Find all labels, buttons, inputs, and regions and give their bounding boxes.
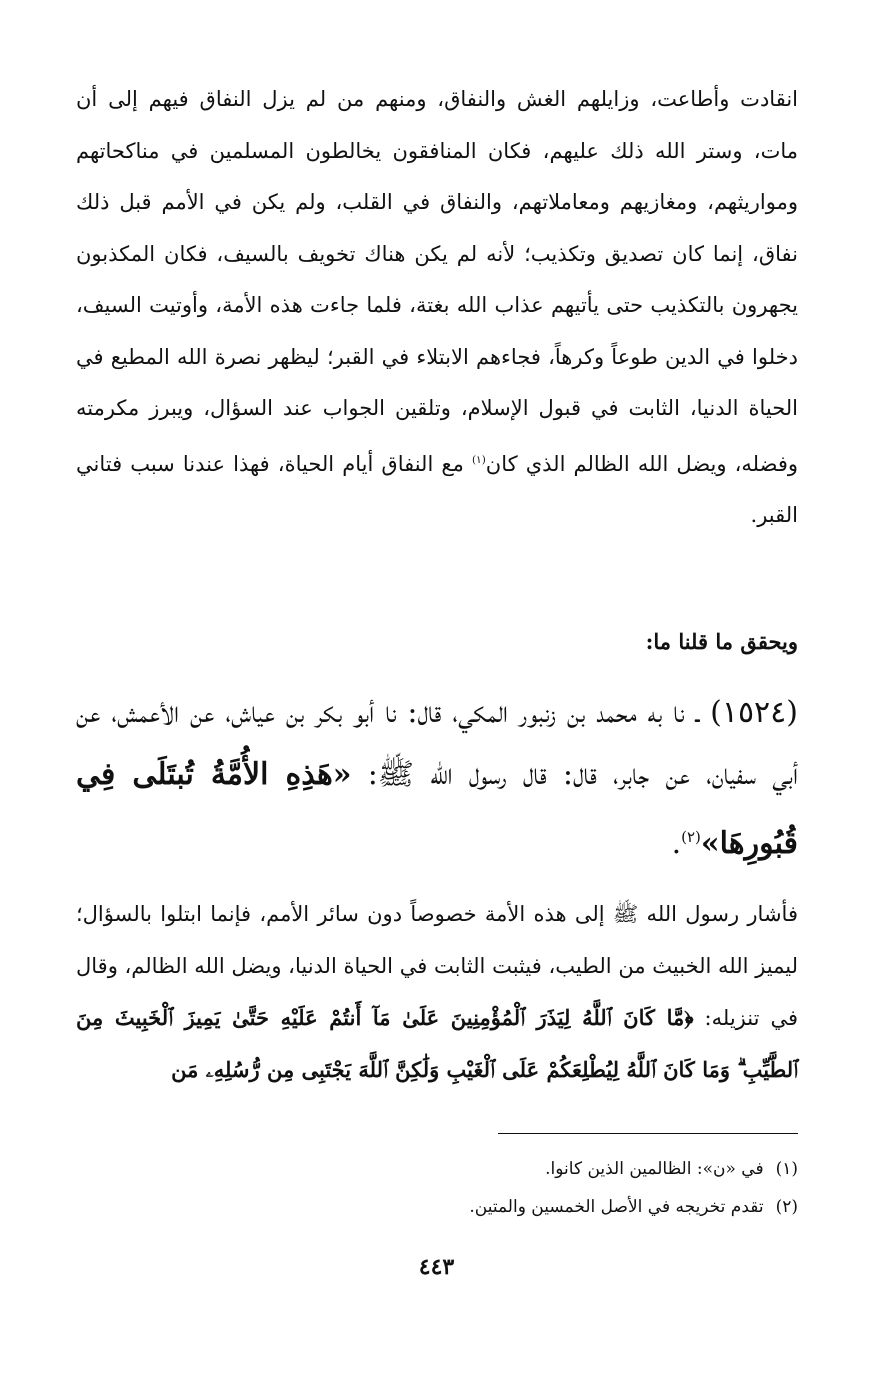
paragraph-text: انقادت وأطاعت، وزايلهم الغش والنفاق، ومنهم من لم يزل النفاق فيهم إلى أن مات، وستر الله ذلك عليهم، فكان المنافقون يخالطون المسلمين في مناكحاتهم ومواريثهم، ومغازيهم ومعاملاتهم، والنفاق في القلب، ولم يكن في الأمم قبل ذلك نفاق، إنما كان تصديق وتكذيب؛ لأنه لم يكن هناك تخويف بالسيف، فكان المكذبون يجهرون بالتكذيب حتى يأتيهم عذاب الله بغتة، فلما جاءت هذه الأمة، وأوتيت السيف، دخلوا في الدين طوعاً وكرهاً، فجاءهم الابتلاء في القبر؛ ليظهر نصرة الله المطيع في الحياة الدنيا، الثابت في قبول الإسلام، وتلقين الجواب عند السؤال، ويبرز مكرمته وفضله، ويضل الله الظالم الذي كان [76,87,798,476]
section-heading: ويحقق ما قلنا ما: [645,629,798,654]
footnote-1 [76,1150,798,1188]
page-number: ٤٤٣ [418,1254,455,1280]
hadith-end: . [671,826,682,861]
hadith-isnad: (١٥٢٤) ـ نا به محمد بن زنبور المكي، قال: نا أبو بكر بن عياش، عن الأعمش، عن أبي سفيان، عن جابر، قال: قال رسول الله ﷺ: [76,695,798,792]
quran-verse: ﴿مَّا كَانَ ٱللَّهُ لِيَذَرَ ٱلْمُؤْمِنِينَ عَلَىٰ مَآ أَنتُمْ عَلَيْهِ حَتَّىٰ يَمِيزَ ٱلْخَبِيثَ مِنَ ٱلطَّيِّبِ ۗ وَمَا كَانَ ٱللَّهُ لِيُطْلِعَكُمْ عَلَى ٱلْغَيْبِ وَلَٰكِنَّ ٱللَّهَ يَجْتَبِى مِن رُّسُلِهِۦ مَن [76,1005,798,1082]
paragraph-commentary [76,888,798,1096]
footnote-divider [498,1133,798,1134]
footnote-text: تقدم تخريجه في الأصل الخمسين والمتين. [469,1197,764,1217]
footnote-text: في «ن»: الظالمين الذين كانوا. [545,1159,764,1179]
hadith-1524 [76,682,798,875]
footnote-2 [76,1188,798,1226]
footnote-number: (٢) [775,1197,798,1217]
paragraph-text-end: مع النفاق أيام الحياة، فهذا عندنا سبب فتاني القبر. [76,451,798,527]
footnote-ref-2: (٢) [681,828,701,846]
footnote-number: (١) [775,1159,798,1179]
hadith-quote: «هَذِهِ الأُمَّةُ تُبتَلَى فِي قُبُورِهَا» [76,757,798,861]
commentary-text: فأشار رسول الله ﷺ إلى هذه الأمة خصوصاً دون سائر الأمم، فإنما ابتلوا بالسؤال؛ ليميز الله الخبيث من الطيب، فيثبت الثابت في الحياة الدنيا، ويضل الله الظالم، وقال في تنزيله: [76,902,798,1030]
footnote-ref-1: (١) [471,453,486,466]
footnotes [76,1150,798,1226]
paragraph-grave-trial [76,74,798,542]
